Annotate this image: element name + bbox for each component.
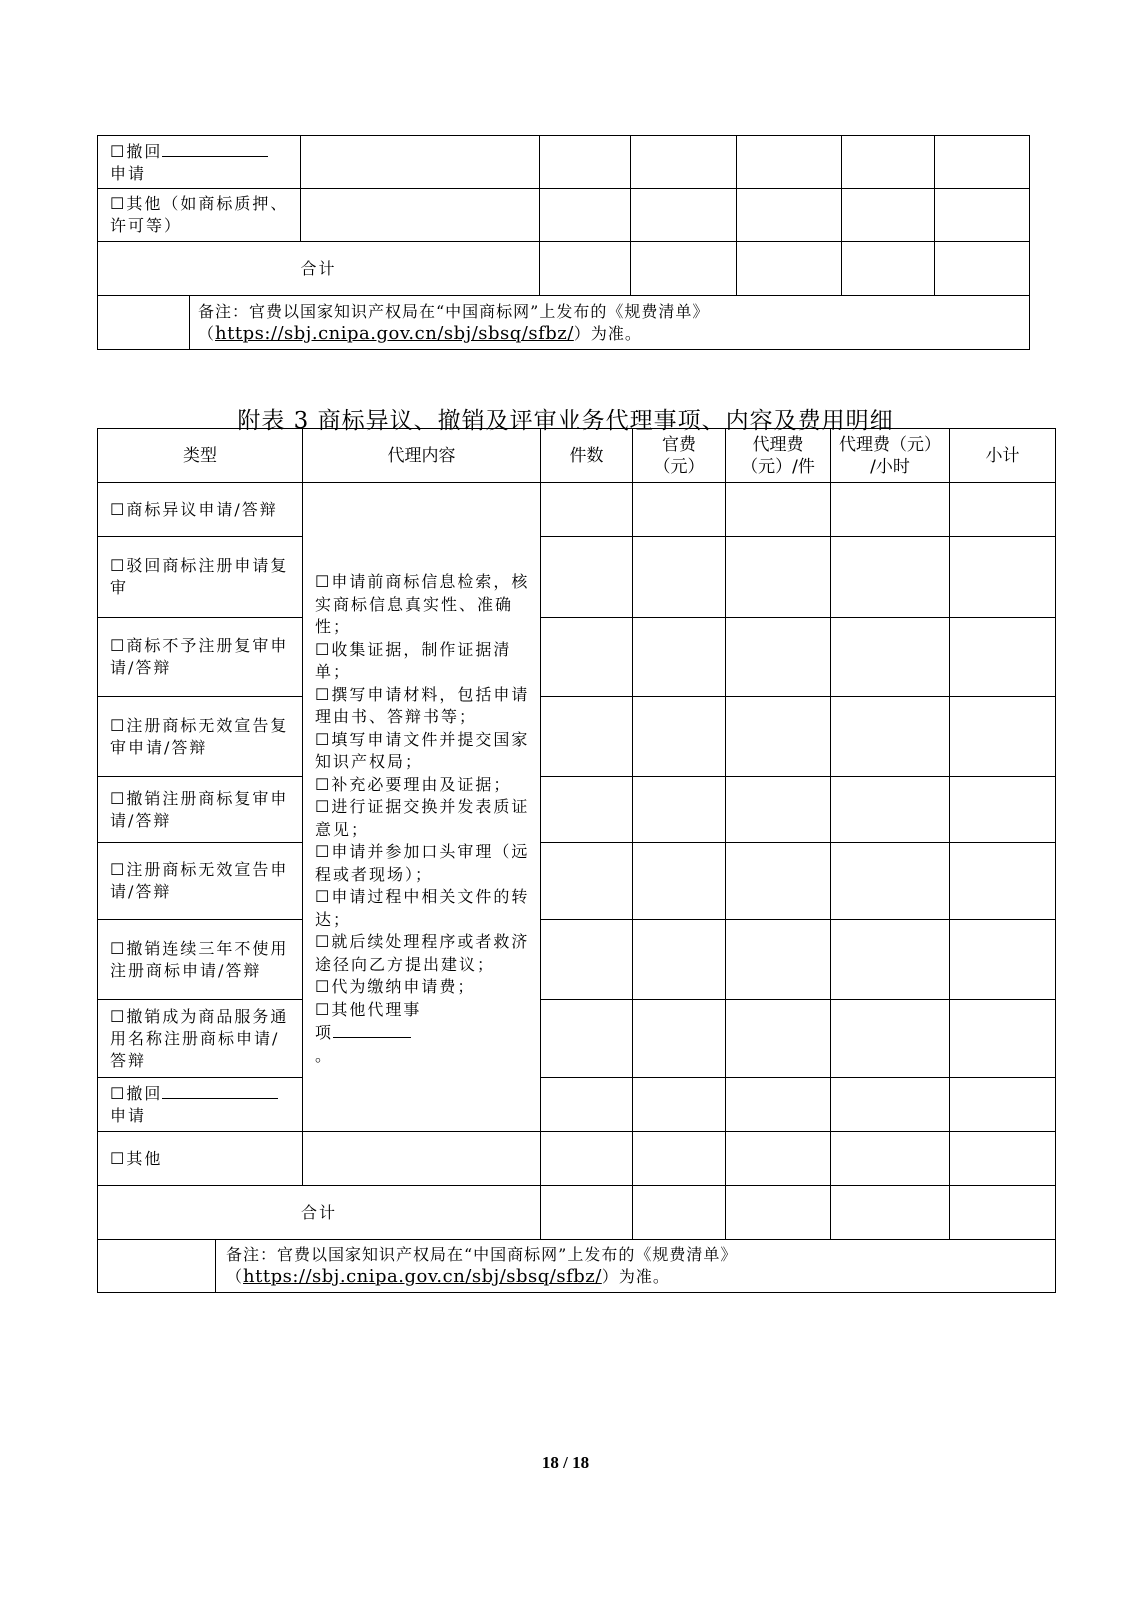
official-fee-cell[interactable] — [631, 189, 737, 242]
count-cell[interactable] — [540, 189, 631, 242]
agency-fee-hour-cell[interactable] — [831, 777, 950, 843]
table-row — [98, 697, 1056, 777]
count-cell[interactable] — [541, 483, 633, 537]
note-cell — [216, 1240, 1056, 1293]
subtotal-cell[interactable] — [950, 483, 1056, 537]
agency-fee-piece-cell[interactable] — [726, 537, 831, 618]
count-total-cell[interactable] — [541, 1186, 633, 1240]
agency-fee-piece-cell[interactable] — [726, 777, 831, 843]
fill-in-blank[interactable] — [162, 140, 268, 157]
subtotal-cell[interactable] — [950, 1132, 1056, 1186]
header-official-fee-line1: 官费 — [662, 434, 696, 455]
page-number: 18 / 18 — [541, 1453, 590, 1472]
header-official-fee — [633, 429, 726, 483]
agency-fee-piece-cell[interactable] — [737, 136, 842, 189]
table-row — [98, 843, 1056, 920]
header-official-fee-line2: （元） — [653, 456, 705, 477]
agency-fee-piece-cell[interactable] — [726, 1078, 831, 1132]
official-fee-cell[interactable] — [633, 777, 726, 843]
table-row — [98, 1000, 1056, 1078]
content-item[interactable]: ☐填写申请文件并提交国家知识产权局； — [315, 729, 530, 771]
header-agency-fee-piece-line1: 代理费 — [752, 434, 804, 455]
type-cell[interactable]: ☐注册商标无效宣告复审申请/答辩 — [98, 697, 303, 777]
agency-fee-piece-cell[interactable] — [726, 920, 831, 1000]
row-label: 其他（如商标质押、许可等） — [110, 194, 289, 235]
official-fee-cell[interactable] — [633, 843, 726, 920]
type-cell — [98, 1078, 303, 1132]
count-cell[interactable] — [541, 920, 633, 1000]
header-type: 类型 — [98, 429, 303, 483]
checkbox[interactable]: ☐ — [110, 194, 127, 213]
agency-fee-hour-cell[interactable] — [831, 1078, 950, 1132]
subtotal-cell[interactable] — [950, 1000, 1056, 1078]
agency-fee-piece-cell[interactable] — [726, 618, 831, 697]
agency-fee-hour-cell[interactable] — [831, 1132, 950, 1186]
subtotal-cell[interactable] — [950, 618, 1056, 697]
agency-fee-piece-cell[interactable] — [726, 483, 831, 537]
table-row — [98, 483, 1056, 537]
table-row — [98, 920, 1056, 1000]
fill-in-blank[interactable] — [162, 1082, 278, 1099]
type-cell — [98, 136, 301, 189]
type-cell[interactable]: ☐商标不予注册复审申请/答辩 — [98, 618, 303, 697]
table-row — [98, 189, 1030, 242]
header-content: 代理内容 — [303, 429, 541, 483]
type-cell[interactable]: ☐注册商标无效宣告申请/答辩 — [98, 843, 303, 920]
content-item[interactable]: ☐申请前商标信息检索，核实商标信息真实性、准确性； — [315, 572, 530, 636]
count-cell[interactable] — [541, 537, 633, 618]
note-text: 备注：官费以国家知识产权局在“中国商标网”上发布的《规费清单》（ — [198, 301, 710, 343]
note-text: 备注：官费以国家知识产权局在“中国商标网”上发布的《规费清单》（ — [226, 1245, 738, 1286]
subtotal-cell[interactable] — [950, 920, 1056, 1000]
content-cell — [301, 136, 540, 189]
agency-fee-hour-cell[interactable] — [831, 920, 950, 1000]
header-agency-fee-hour-line2: /小时 — [870, 456, 910, 477]
subtotal-cell[interactable] — [950, 697, 1056, 777]
top-fee-table — [97, 135, 1030, 350]
subtotal-cell[interactable] — [950, 843, 1056, 920]
header-row — [98, 429, 1056, 483]
agency-fee-hour-total-cell[interactable] — [842, 242, 935, 296]
subtotal-cell[interactable] — [950, 777, 1056, 843]
row-label[interactable]: ☐撤回 — [110, 1084, 163, 1103]
header-agency-fee-piece — [726, 429, 831, 483]
note-cell — [190, 296, 1030, 350]
official-fee-cell[interactable] — [633, 618, 726, 697]
agency-fee-piece-cell[interactable] — [726, 1000, 831, 1078]
content-item[interactable]: ☐申请并参加口头审理（远程或者现场）； — [315, 842, 530, 884]
table-row — [98, 537, 1056, 618]
note-empty-cell — [98, 1240, 216, 1293]
header-agency-fee-hour — [831, 429, 950, 483]
note-end: ）为准。 — [573, 323, 642, 343]
row-label-suffix: 申请 — [110, 1106, 147, 1125]
header-count: 件数 — [541, 429, 633, 483]
official-fee-cell[interactable] — [633, 483, 726, 537]
note-end: ）为准。 — [601, 1267, 670, 1286]
official-fee-cell[interactable] — [633, 1078, 726, 1132]
count-cell[interactable] — [541, 1000, 633, 1078]
appendix-3-table — [97, 428, 1056, 1293]
official-fee-cell[interactable] — [633, 1132, 726, 1186]
row-label-suffix: 申请 — [110, 163, 147, 183]
agency-fee-piece-cell[interactable] — [726, 1132, 831, 1186]
row-label: 撤回 — [126, 141, 163, 161]
content-item[interactable]: ☐收集证据，制作证据清单； — [315, 639, 512, 681]
content-item[interactable]: ☐补充必要理由及证据； — [315, 774, 512, 794]
count-cell[interactable] — [541, 1078, 633, 1132]
subtotal-cell[interactable] — [950, 1078, 1056, 1132]
type-cell[interactable]: ☐撤销成为商品服务通用名称注册商标申请/答辩 — [98, 1000, 303, 1078]
official-fee-cell[interactable] — [631, 136, 737, 189]
content-item[interactable]: ☐代为缴纳申请费； — [315, 977, 476, 996]
note-row — [98, 296, 1030, 350]
agency-fee-piece-cell[interactable] — [726, 697, 831, 777]
total-row — [98, 1186, 1056, 1240]
header-subtotal: 小计 — [950, 429, 1056, 483]
header-agency-fee-piece-line2: （元）/件 — [741, 456, 815, 477]
content-item[interactable]: ☐申请过程中相关文件的转达； — [315, 887, 530, 929]
total-row — [98, 242, 1030, 296]
content-item[interactable]: ☐撰写申请材料，包括申请理由书、答辩书等； — [315, 684, 530, 726]
agency-fee-hour-cell[interactable] — [842, 136, 935, 189]
agency-fee-hour-cell[interactable] — [831, 537, 950, 618]
fill-in-blank[interactable] — [333, 1021, 411, 1038]
official-fee-cell[interactable] — [633, 697, 726, 777]
official-fee-total-cell[interactable] — [633, 1186, 726, 1240]
content-cell — [301, 189, 540, 242]
table-row — [98, 777, 1056, 843]
total-label: 合计 — [98, 242, 540, 296]
checkbox[interactable]: ☐ — [110, 141, 127, 161]
table-row — [98, 136, 1030, 189]
agency-fee-hour-cell[interactable] — [831, 618, 950, 697]
official-fee-total-cell[interactable] — [631, 242, 737, 296]
agency-fee-piece-cell[interactable] — [726, 843, 831, 920]
count-cell[interactable] — [540, 136, 631, 189]
subtotal-total-cell[interactable] — [935, 242, 1030, 296]
content-item[interactable]: ☐其他代理事项 — [315, 999, 422, 1042]
type-cell[interactable]: ☐撤销连续三年不使用注册商标申请/答辩 — [98, 920, 303, 1000]
agency-fee-hour-cell[interactable] — [831, 1000, 950, 1078]
content-item[interactable]: ☐就后续处理程序或者救济途径向乙方提出建议； — [315, 932, 530, 974]
type-cell[interactable]: ☐撤销注册商标复审申请/答辩 — [98, 777, 303, 843]
count-cell[interactable] — [541, 618, 633, 697]
note-empty-cell — [98, 296, 190, 350]
count-cell[interactable] — [541, 843, 633, 920]
subtotal-cell[interactable] — [950, 537, 1056, 618]
total-label: 合计 — [98, 1186, 541, 1240]
count-total-cell[interactable] — [540, 242, 631, 296]
count-cell[interactable] — [541, 697, 633, 777]
agency-fee-hour-cell[interactable] — [831, 483, 950, 537]
subtotal-cell[interactable] — [935, 136, 1030, 189]
agency-fee-piece-cell[interactable] — [737, 189, 842, 242]
table-row — [98, 618, 1056, 697]
type-cell — [98, 189, 301, 242]
note-row — [98, 1240, 1056, 1293]
official-fee-cell[interactable] — [633, 537, 726, 618]
agency-fee-hour-cell[interactable] — [831, 697, 950, 777]
count-cell[interactable] — [541, 777, 633, 843]
agency-fee-hour-cell[interactable] — [831, 843, 950, 920]
agency-fee-piece-total-cell[interactable] — [737, 242, 842, 296]
type-cell[interactable]: ☐商标异议申请/答辩 — [98, 483, 303, 537]
content-cell — [303, 1132, 541, 1186]
agency-fee-piece-total-cell[interactable] — [726, 1186, 831, 1240]
type-cell[interactable]: ☐其他 — [98, 1132, 303, 1186]
subtotal-cell[interactable] — [935, 189, 1030, 242]
table-row — [98, 1132, 1056, 1186]
count-cell[interactable] — [541, 1132, 633, 1186]
page-title: 附表 3 商标异议、撤销及评审业务代理事项、内容及费用明细 — [237, 408, 894, 434]
fee-list-link[interactable]: https://sbj.cnipa.gov.cn/sbj/sbsq/sfbz/ — [215, 322, 574, 344]
table-row — [98, 1078, 1056, 1132]
agency-content-cell — [303, 483, 541, 1132]
agency-fee-hour-cell[interactable] — [842, 189, 935, 242]
official-fee-cell[interactable] — [633, 1000, 726, 1078]
header-agency-fee-hour-line1: 代理费（元） — [839, 434, 941, 455]
subtotal-total-cell[interactable] — [950, 1186, 1056, 1240]
content-item[interactable]: ☐进行证据交换并发表质证意见； — [315, 797, 530, 839]
fee-list-link[interactable]: https://sbj.cnipa.gov.cn/sbj/sbsq/sfbz/ — [243, 1266, 602, 1287]
agency-fee-hour-total-cell[interactable] — [831, 1186, 950, 1240]
type-cell[interactable]: ☐驳回商标注册申请复审 — [98, 537, 303, 618]
content-item-end: 。 — [315, 1045, 334, 1065]
official-fee-cell[interactable] — [633, 920, 726, 1000]
